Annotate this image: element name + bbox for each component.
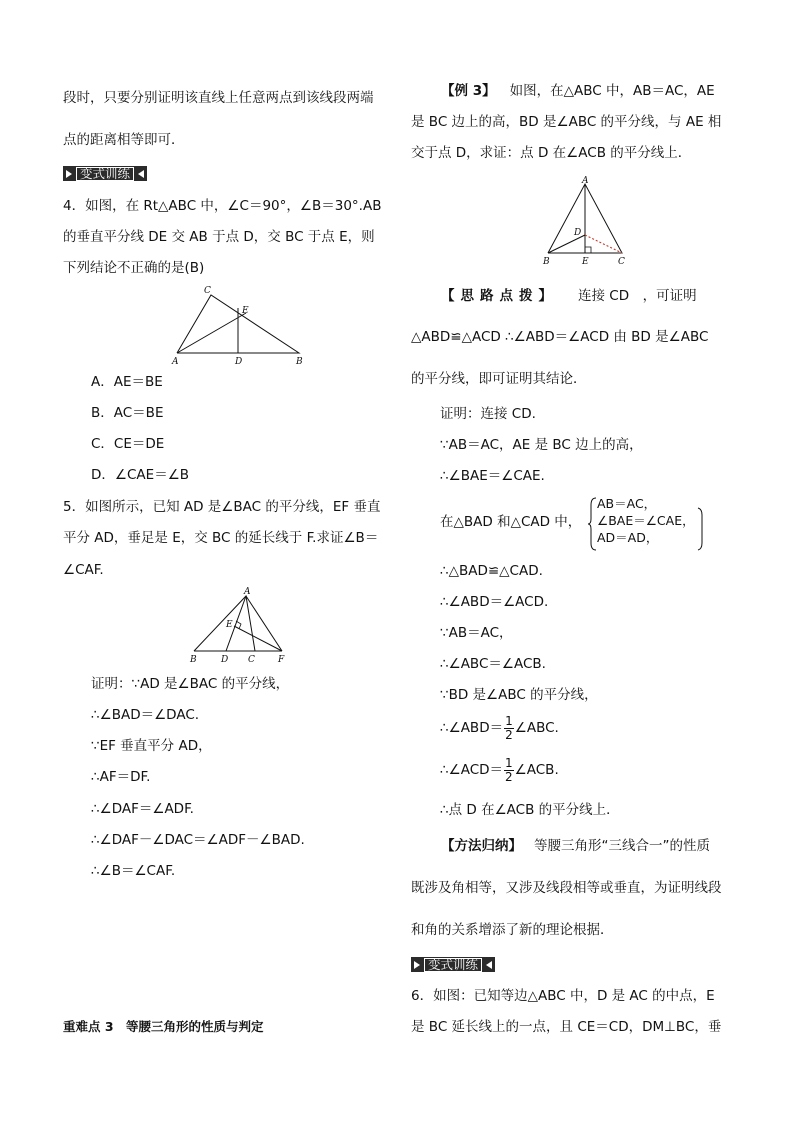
q4-label-d: D xyxy=(235,357,243,367)
q5-label-c: C xyxy=(248,655,255,665)
q5-figure xyxy=(188,588,288,668)
proof-line-7: ∵AB＝AC， xyxy=(440,625,513,641)
proof-line-8: ∴∠ABC＝∠ACB. xyxy=(440,656,546,672)
example3-label-e: E xyxy=(582,257,589,267)
half-fraction xyxy=(504,715,514,742)
hint-line-1 xyxy=(441,287,697,305)
q5-proof-6: ∴∠DAF－∠DAC＝∠ADF－∠BAD. xyxy=(91,832,305,848)
example3-label-d: D xyxy=(574,228,582,238)
q4-option-a: A．AE＝BE xyxy=(91,374,163,390)
example3-label-a: A xyxy=(582,176,589,186)
q5-proof-3: ∵EF 垂直平分 AD， xyxy=(91,738,212,754)
proof-line-3: ∴∠BAE＝∠CAE. xyxy=(440,468,545,484)
proof-line-1: 证明：连接 CD. xyxy=(440,406,536,422)
right-brace-icon xyxy=(697,507,705,551)
proof-10-tail: ∠ABC. xyxy=(514,720,559,736)
method-line-3: 和角的关系增添了新的理论根据． xyxy=(411,922,614,938)
q5-label-e: E xyxy=(226,620,233,630)
q5-proof-4: ∴AF＝DF. xyxy=(91,769,151,785)
proof-line-12: ∴点 D 在∠ACB 的平分线上． xyxy=(440,802,620,818)
system-line-2: ∠BAE＝∠CAE， xyxy=(597,513,695,528)
q5-label-f: F xyxy=(278,655,285,665)
proof-11-tail: ∠ACB. xyxy=(514,762,559,778)
q4-label-e: E xyxy=(242,306,249,316)
q4-option-c: C．CE＝DE xyxy=(91,436,165,452)
intro-line-1: 段时，只要分别证明该直线上任意两点到该线段两端 xyxy=(63,90,374,106)
proof-11-lead: ∴∠ACD＝ xyxy=(440,762,504,778)
system-line-3: AD＝AD， xyxy=(597,530,659,545)
method-line-1 xyxy=(441,837,710,855)
play-icon xyxy=(66,170,72,178)
fraction-denominator: 2 xyxy=(505,769,513,784)
hint-line-3: 的平分线，即可证明其结论． xyxy=(411,371,587,387)
method-tag: 【方法归纳】 xyxy=(441,838,522,854)
q4-figure xyxy=(170,282,310,372)
play-icon xyxy=(414,961,420,969)
q4-label-c: C xyxy=(204,286,211,296)
proof-line-5: ∴△BAD≌△CAD. xyxy=(440,563,543,579)
section-heading: 重难点 3 等腰三角形的性质与判定 xyxy=(63,1019,264,1034)
example3-tag: 【例 3】 xyxy=(441,83,496,99)
method-text-1: 等腰三角形“三线合一”的性质 xyxy=(534,838,710,854)
q5-line-3: ∠CAF. xyxy=(63,562,104,578)
training-label: 变式训练 xyxy=(424,958,482,972)
q5-line-1: 5．如图所示，已知 AD 是∠BAC 的平分线，EF 垂直 xyxy=(63,499,381,515)
intro-line-2: 点的距离相等即可． xyxy=(63,132,185,148)
q4-line-1: 4．如图，在 Rt△ABC 中，∠C＝90°，∠B＝30°.AB xyxy=(63,198,382,214)
hint-line-2: △ABD≌△ACD ∴∠ABD＝∠ACD 由 BD 是∠ABC xyxy=(411,329,709,345)
example3-line-3: 交于点 D，求证：点 D 在∠ACB 的平分线上． xyxy=(411,145,692,161)
fraction-numerator: 1 xyxy=(505,755,513,770)
q4-label-a: A xyxy=(172,357,179,367)
proof-line-10 xyxy=(440,714,559,742)
q5-proof-2: ∴∠BAD＝∠DAC. xyxy=(91,707,200,723)
q5-label-d: D xyxy=(221,655,229,665)
back-icon xyxy=(486,961,492,969)
q4-line-3: 下列结论不正确的是(B) xyxy=(63,260,205,276)
training-tag-right xyxy=(411,957,495,972)
q5-proof-1: 证明：∵AD 是∠BAC 的平分线， xyxy=(91,676,290,692)
q5-proof-7: ∴∠B＝∠CAF. xyxy=(91,863,176,879)
q5-line-2: 平分 AD，垂足是 E，交 BC 的延长线于 F.求证∠B＝ xyxy=(63,530,379,546)
example3-label-c: C xyxy=(618,257,625,267)
back-icon xyxy=(138,170,144,178)
hint-tag: 【思路点拨】 xyxy=(441,288,558,304)
training-label: 变式训练 xyxy=(76,167,134,181)
proof-line-11 xyxy=(440,756,559,784)
example3-line-1 xyxy=(441,82,715,100)
q4-label-b: B xyxy=(296,357,303,367)
method-line-2: 既涉及角相等，又涉及线段相等或垂直，为证明线段 xyxy=(411,880,722,896)
proof-line-6: ∴∠ABD＝∠ACD. xyxy=(440,594,549,610)
proof-10-lead: ∴∠ABD＝ xyxy=(440,720,504,736)
q4-option-d: D．∠CAE＝∠B xyxy=(91,467,190,483)
proof-line-9: ∵BD 是∠ABC 的平分线， xyxy=(440,687,598,703)
fraction-numerator: 1 xyxy=(505,713,513,728)
q5-proof-5: ∴∠DAF＝∠ADF. xyxy=(91,801,194,817)
half-fraction xyxy=(504,757,514,784)
example3-line-2: 是 BC 边上的高，BD 是∠ABC 的平分线，与 AE 相 xyxy=(411,114,722,130)
proof-line-4: 在△BAD 和△CAD 中， xyxy=(440,514,582,530)
fraction-denominator: 2 xyxy=(505,727,513,742)
hint-text-1: 连接 CD ，可证明 xyxy=(578,288,697,304)
training-tag-left xyxy=(63,166,147,181)
q4-line-2: 的垂直平分线 DE 交 AB 于点 D，交 BC 于点 E，则 xyxy=(63,229,375,245)
q4-option-b: B．AC＝BE xyxy=(91,405,164,421)
proof-line-2: ∵AB＝AC，AE 是 BC 边上的高， xyxy=(440,437,643,453)
q5-label-a: A xyxy=(244,587,251,597)
example3-figure xyxy=(540,175,630,270)
system-line-1: AB＝AC， xyxy=(597,496,657,511)
example3-label-b: B xyxy=(543,257,550,267)
q5-label-b: B xyxy=(190,655,197,665)
q6-line-1: 6．如图：已知等边△ABC 中，D 是 AC 的中点，E xyxy=(411,988,715,1004)
q6-line-2: 是 BC 延长线上的一点，且 CE＝CD，DM⊥BC，垂 xyxy=(411,1019,722,1035)
example3-text-1: 如图，在△ABC 中，AB＝AC，AE xyxy=(509,83,715,99)
